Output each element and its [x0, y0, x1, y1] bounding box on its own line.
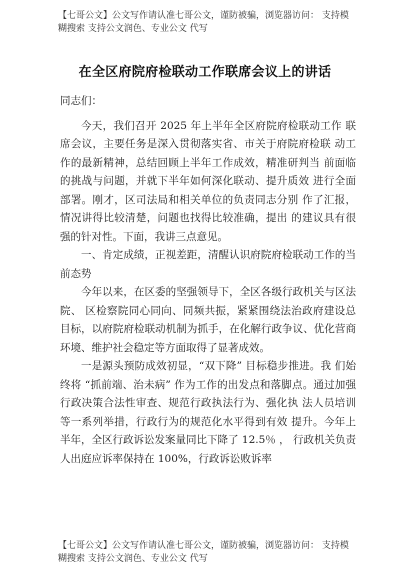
paragraph-prevention: 一是源头预防成效初显，“双下降” 目标稳步推进。我 们始终将 “抓前端、治未病” 作为工作的出发点和落脚点。通过加强行政决策合法性审查、规范行政执法行为、强化执 法人员培训等一系列举措，行政行为的规范化水平得到有效 提升。今年上半年，全区行政诉讼发案量同比下降了 12.5％ ， 行政机关负责人出庭应诉率保持在 100%，行政诉讼败诉率 — [60, 360, 356, 465]
paragraph-intro: 今天，我们召开 2025 年上半年全区府院府检联动工作 联席会议，主要任务是深入贯彻落实省、市关于府院府检联 动工作的最新精神，总结回顾上半年工作成效，精准研判当 前面临的挑战与问题，并就下半年如何深化联动、提升质效 进行全面部署。刚才，区司法局和相关单位的负责同志分别 作了汇报，情况讲得比较清楚，问题也找得比较准确，提出 的建议具有很强的针对性。下面，我讲三点意见。 — [60, 119, 356, 243]
document-title: 在全区府院府检联动工作联席会议上的讲话 — [78, 65, 332, 80]
footer-banner-line-1: 【七哥公文】公文写作请认准七哥公文，谨防被骗，浏览器访问： 支持模 — [58, 541, 349, 551]
header-banner-line-1: 【七哥公文】公文写作请认准七哥公文，谨防被骗，浏览器访问： 支持模 — [58, 11, 349, 21]
header-banner-line-2: 糊搜索 支持公文润色、专业公文 代写 — [58, 24, 208, 34]
salutation: 同志们： — [60, 95, 102, 107]
footer-banner-line-2: 糊搜索 支持公文润色、专业公文 代写 — [58, 554, 208, 564]
document-body — [60, 91, 356, 468]
header-watermark-banner — [58, 10, 358, 36]
footer-watermark-banner — [58, 540, 358, 566]
paragraph-achievements: 今年以来，在区委的坚强领导下，全区各级行政机关与区法院、 区检察院同心同向、同频共振，紧紧围绕法治政府建设总目标，以府院府检联动机制为抓手，在化解行政争议、优化营商环境、维护社会稳定等方面取得了显著成效。 — [60, 286, 356, 354]
section-heading-1: 一、肯定成绩，正视差距，清醒认识府院府检联动工作的当前态势 — [60, 249, 356, 280]
